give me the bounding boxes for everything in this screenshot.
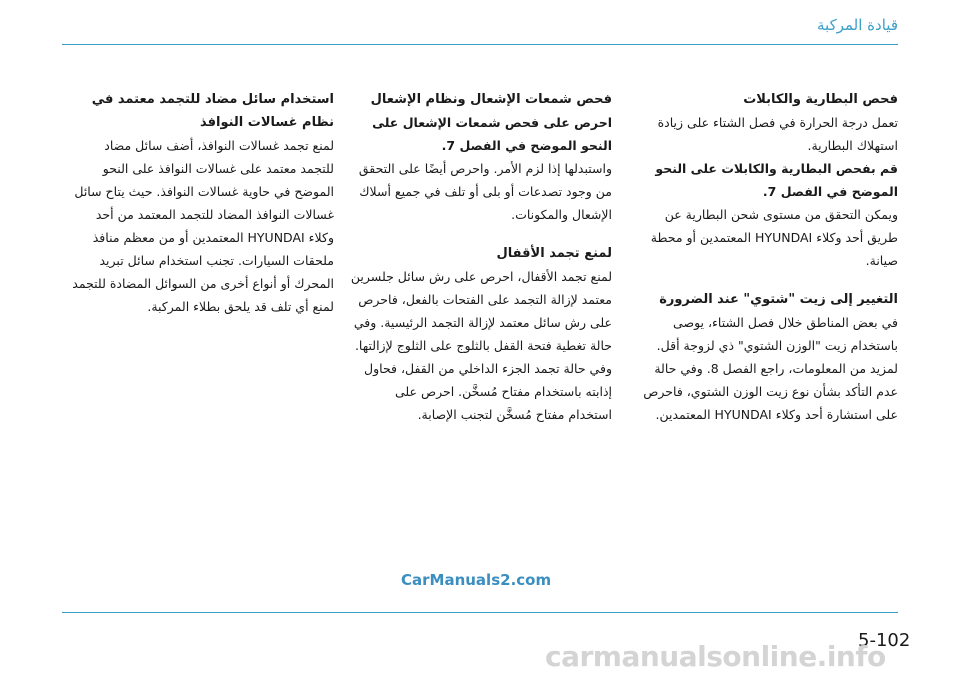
battery-section-title: فحص البطارية والكابلات	[743, 92, 898, 107]
spark-plug-chapter-reference: احرص على فحص شمعات الإشعال على النحو الموضح في الفصل 7.	[372, 115, 612, 153]
winter-oil-subtitle: التغيير إلى زيت "شتوي" عند الضرورة	[659, 292, 898, 307]
middle-column	[350, 88, 612, 426]
watermark-carmanuals2[interactable]: CarManuals2.com	[401, 571, 552, 589]
battery-chapter-reference: قم بفحص البطارية والكابلات على النحو الموضح في الفصل 7.	[655, 161, 898, 199]
lock-freeze-subtitle: لمنع تجمد الأقفال	[496, 246, 612, 261]
battery-paragraph-tail: ويمكن التحقق من مستوى شحن البطارية عن طريق أحد وكلاء HYUNDAI المعتمدين أو محطة صيانة.	[650, 207, 898, 268]
lock-freeze-paragraph: لمنع تجمد الأقفال، احرص على رش سائل جلسرين معتمد لإزالة التجمد على الفتحات بالفعل، فاحرص على رش سائل معتمد لإزالة التجمد الرئيسية. وفي حالة تغطية فتحة القفل بالثلوج على الثلوج لإزالتها. وفي حالة تجمد الجزء الداخلي من القفل، فحاول إذابته باستخدام مفتاح مُسخَّن. احرص على استخدام مفتاح مُسخَّن لتجنب الإصابة.	[350, 269, 612, 422]
washer-fluid-paragraph: لمنع تجمد غسالات النوافذ، أضف سائل مضاد للتجمد معتمد على غسالات النوافذ على النحو الموضح في حاوية غسالات النوافذ. حيث يتاح سائل غسالات النوافذ المضاد للتجمد المعتمد من أحد وكلاء HYUNDAI المعتمدين أو من معظم منافذ ملحقات السيارات. تجنب استخدام سائل تبريد المحرك أو أنواع أخرى من السوائل المضادة للتجمد لمنع أي تلف قد يلحق بطلاء المركبة.	[72, 138, 334, 314]
header-divider	[62, 44, 898, 45]
winter-oil-paragraph: في بعض المناطق خلال فصل الشتاء، يوصى باستخدام زيت "الوزن الشتوي" ذي لزوجة أقل. لمزيد من المعلومات، راجع الفصل 8. وفي حالة عدم التأكد بشأن نوع زيت الوزن الشتوي، فاحرص على استشارة أحد وكلاء HYUNDAI المعتمدين.	[643, 315, 898, 422]
page-number: 5-102	[858, 630, 911, 651]
spark-plug-paragraph: واستبدلها إذا لزم الأمر. واحرص أيضًا على التحقق من وجود تصدعات أو بلى أو تلف في جميع أسلاك الإشعال والمكونات.	[358, 161, 612, 222]
right-column	[636, 88, 898, 426]
battery-paragraph: تعمل درجة الحرارة في فصل الشتاء على زيادة استهلاك البطارية.	[657, 115, 898, 153]
footer-divider	[62, 612, 898, 613]
watermark-carmanualsonline[interactable]: carmanualsonline.info	[545, 640, 886, 673]
spark-plug-section-title: فحص شمعات الإشعال ونظام الإشعال	[370, 92, 612, 107]
washer-fluid-section-title: استخدام سائل مضاد للتجمد معتمد في نظام غسالات النوافذ	[91, 92, 334, 130]
left-column	[72, 88, 334, 318]
chapter-title: قيادة المركبة	[817, 16, 898, 34]
